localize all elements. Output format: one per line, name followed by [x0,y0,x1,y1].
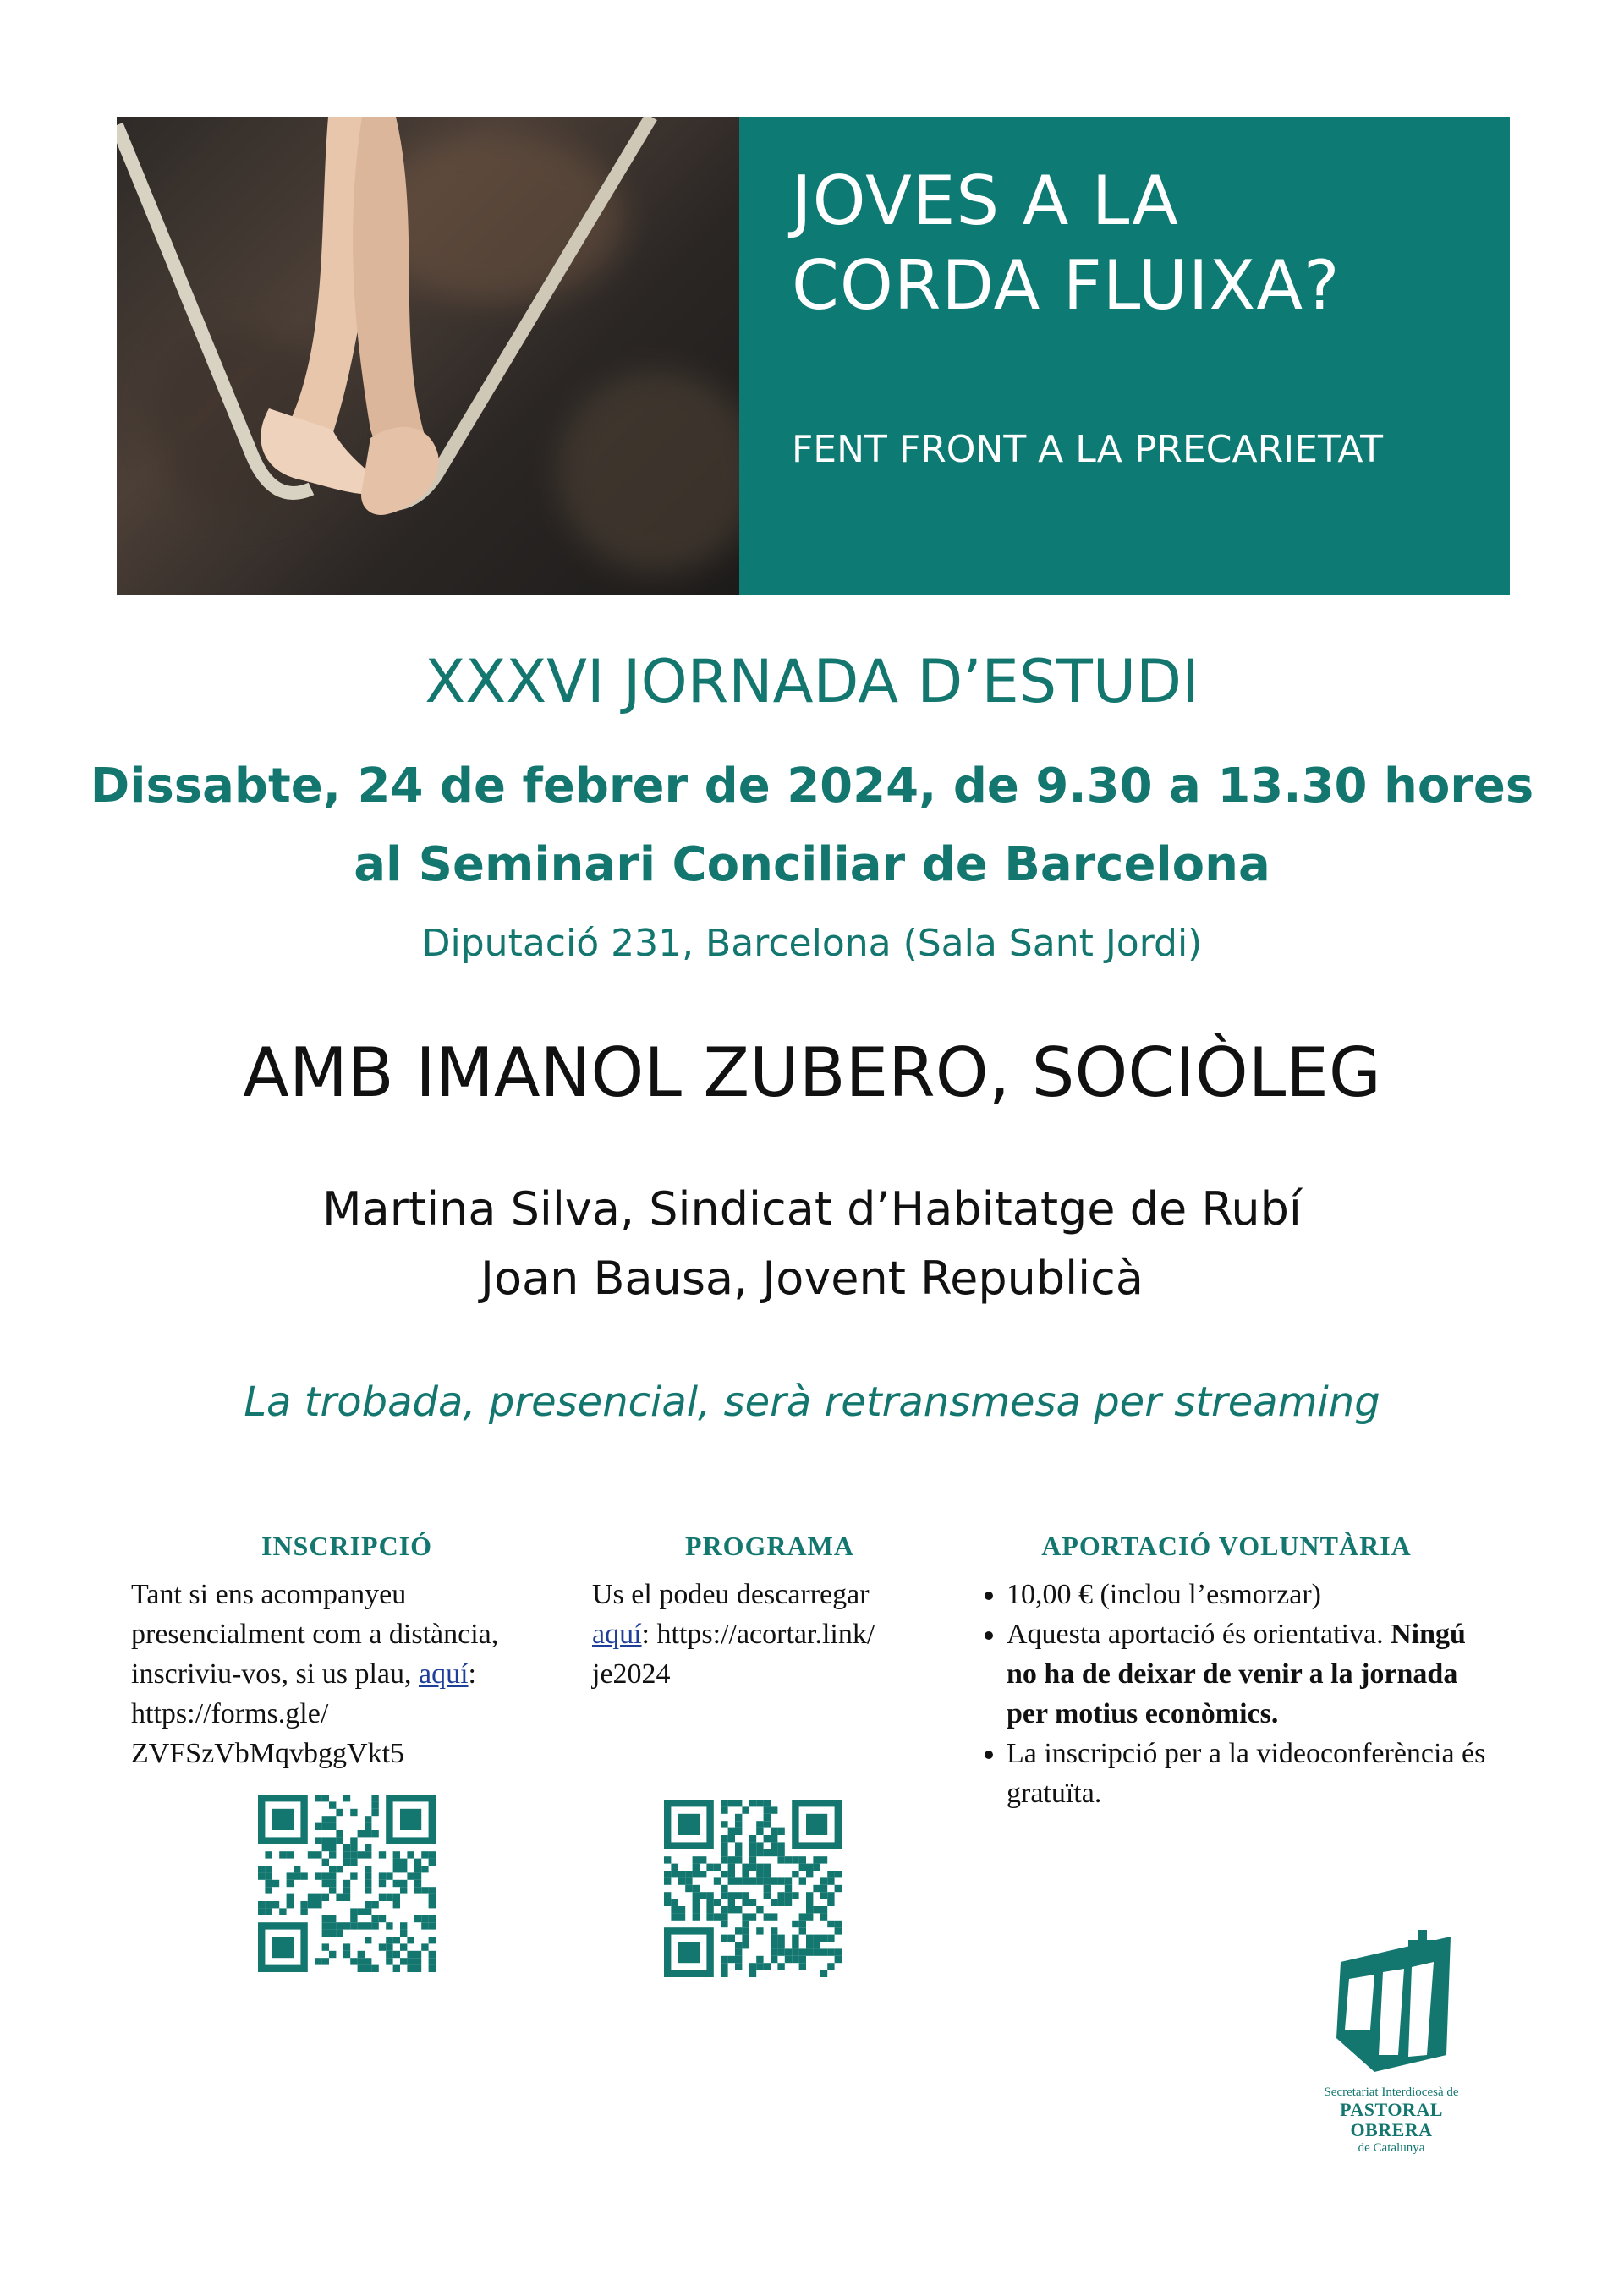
streaming-note: La trobada, presencial, serà retransmesa per streaming [244,1378,1380,1426]
event-address: Diputació 231, Barcelona (Sala Sant Jordi) [421,922,1203,965]
programa-qr-code [664,1800,842,1977]
title-panel [739,117,1510,595]
inscripcio-column [131,1526,562,1773]
title-line-1: JOVES A LA [792,162,1179,240]
aportacio-item-price: • 10,00 € (inclou l’esmorzar) [1007,1575,1497,1614]
title-line-2: CORDA FLUIXA? [792,246,1341,325]
aportacio-item-free: • La inscripció per a la videoconferència és gratuïta. [1007,1734,1497,1813]
aportacio-orientative-text: Aquesta aportació és orientativa. [1007,1619,1384,1650]
pastoral-obrera-logo [1307,1928,1476,2156]
aportacio-list [956,1575,1497,1813]
programa-link[interactable]: aquí [592,1619,642,1650]
programa-body: Us el podeu descarregar [592,1579,870,1610]
jornada-heading: XXXVI JORNADA D’ESTUDI [425,647,1199,716]
programa-heading: PROGRAMA [685,1531,854,1561]
logo-line-3: de Catalunya [1358,2141,1425,2155]
event-date: Dissabte, 24 de febrer de 2024, de 9.30 a 13.30 hores [90,759,1534,814]
aportacio-column [956,1526,1497,1813]
event-place: al Seminari Conciliar de Barcelona [354,837,1270,892]
programa-url-tail: je2024 [592,1658,671,1690]
programa-column [592,1526,947,1694]
inscripcio-link[interactable]: aquí [418,1658,469,1690]
logo-line-2: PASTORAL OBRERA [1340,2099,1443,2140]
logo-text [1307,2085,1476,2156]
aportacio-item-orientative [1007,1614,1497,1734]
pastoral-obrera-emblem-icon [1324,1928,1459,2085]
inscripcio-url-1: https://forms.gle/ [131,1698,329,1729]
slackline-feet-photo [117,117,739,595]
guest-speaker-1: Martina Silva, Sindicat d’Habitatge de Rubí [322,1182,1302,1236]
aportacio-heading: APORTACIÓ VOLUNTÀRIA [1041,1531,1412,1561]
inscripcio-url-2: ZVFSzVbMqvbggVkt5 [131,1738,405,1769]
inscripcio-qr-code [258,1795,436,1972]
programa-text [592,1575,947,1694]
guest-speaker-2: Joan Bausa, Jovent Republicà [480,1252,1144,1305]
aportacio-bold-note: Ningú no ha de deixar de venir a la jornada per motius econòmics. [1007,1619,1466,1729]
logo-line-1: Secretariat Interdiocesà de [1324,2085,1459,2099]
header-banner [117,117,1510,595]
programa-url: : https://acortar.link/ [641,1619,875,1650]
inscripcio-body: Tant si ens acompanyeu presencialment com a distància, inscriviu-vos, si us plau, [131,1579,499,1690]
inscripcio-colon: : [468,1658,476,1690]
inscripcio-heading: INSCRIPCIÓ [261,1531,433,1561]
subtitle: FENT FRONT A LA PRECARIETAT [792,428,1383,471]
speaker-name: AMB IMANOL ZUBERO, SOCIÒLEG [243,1033,1381,1112]
inscripcio-text [131,1575,562,1773]
